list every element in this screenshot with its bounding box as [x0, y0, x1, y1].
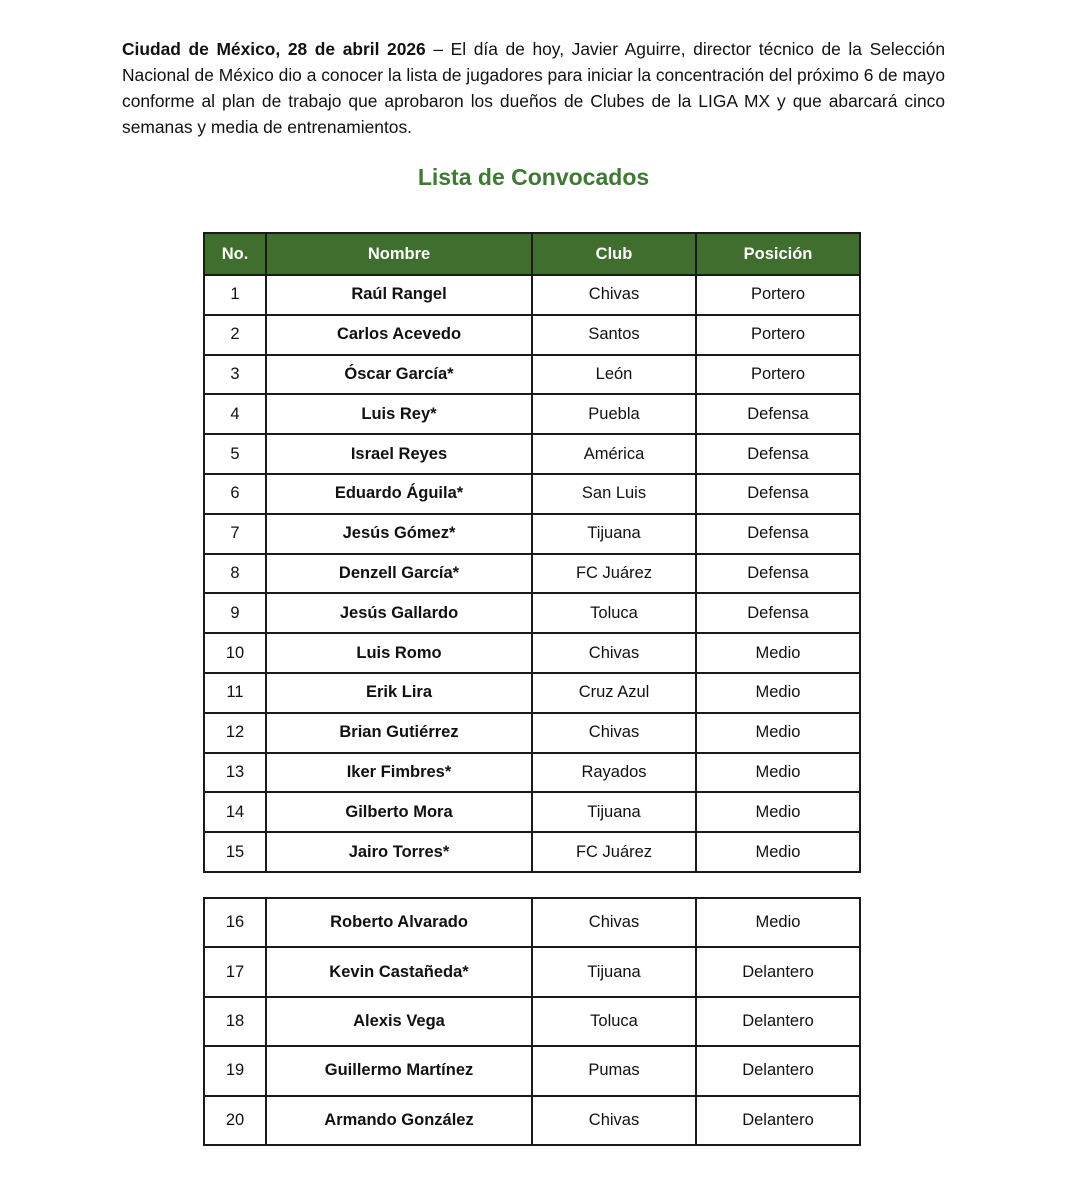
cell-no: 19: [204, 1046, 266, 1095]
header-position: Posición: [696, 233, 860, 275]
cell-club: San Luis: [532, 474, 696, 514]
cell-position: Medio: [696, 753, 860, 793]
table-row: [204, 434, 860, 474]
cell-position: Portero: [696, 275, 860, 315]
intro-dateline: Ciudad de México, 28 de abril 2026: [122, 39, 426, 59]
cell-name: Jairo Torres*: [266, 832, 532, 872]
cell-no: 6: [204, 474, 266, 514]
cell-club: Toluca: [532, 997, 696, 1046]
roster-table-part-2: [203, 897, 861, 1146]
cell-position: Defensa: [696, 394, 860, 434]
cell-club: Toluca: [532, 593, 696, 633]
cell-name: Kevin Castañeda*: [266, 947, 532, 996]
cell-no: 4: [204, 394, 266, 434]
header-name: Nombre: [266, 233, 532, 275]
table-row: [204, 554, 860, 594]
cell-no: 13: [204, 753, 266, 793]
table-row: [204, 1046, 860, 1095]
table-row: [204, 1096, 860, 1145]
cell-no: 10: [204, 633, 266, 673]
cell-position: Defensa: [696, 514, 860, 554]
cell-club: Pumas: [532, 1046, 696, 1095]
cell-position: Defensa: [696, 593, 860, 633]
cell-name: Jesús Gómez*: [266, 514, 532, 554]
cell-club: Tijuana: [532, 514, 696, 554]
cell-position: Medio: [696, 898, 860, 947]
cell-name: Luis Rey*: [266, 394, 532, 434]
roster-table-part-1: [203, 232, 861, 873]
cell-no: 1: [204, 275, 266, 315]
header-no: No.: [204, 233, 266, 275]
cell-club: Rayados: [532, 753, 696, 793]
cell-club: Tijuana: [532, 792, 696, 832]
cell-no: 20: [204, 1096, 266, 1145]
cell-club: Santos: [532, 315, 696, 355]
cell-position: Delantero: [696, 947, 860, 996]
intro-paragraph: [122, 36, 945, 140]
cell-no: 5: [204, 434, 266, 474]
table-row: [204, 593, 860, 633]
cell-no: 15: [204, 832, 266, 872]
header-club: Club: [532, 233, 696, 275]
cell-club: Chivas: [532, 275, 696, 315]
cell-position: Delantero: [696, 997, 860, 1046]
cell-position: Medio: [696, 633, 860, 673]
cell-club: Cruz Azul: [532, 673, 696, 713]
cell-position: Defensa: [696, 554, 860, 594]
cell-club: América: [532, 434, 696, 474]
cell-name: Carlos Acevedo: [266, 315, 532, 355]
cell-position: Portero: [696, 315, 860, 355]
table-row: [204, 275, 860, 315]
table-row: [204, 753, 860, 793]
cell-club: León: [532, 355, 696, 395]
table-row: [204, 474, 860, 514]
cell-name: Iker Fimbres*: [266, 753, 532, 793]
intro-body: – El día de hoy, Javier Aguirre, director técnico de la Selección Nacional de México dio a conocer la lista de jugadores para iniciar la concentración del próximo 6 de mayo conforme al plan de trabajo que aprobaron los dueños de Clubes de la LIGA MX y que abarcará cinco semanas y media de entrenamientos.: [122, 39, 945, 137]
table-row: [204, 394, 860, 434]
cell-name: Erik Lira: [266, 673, 532, 713]
table-row: [204, 713, 860, 753]
cell-club: Chivas: [532, 633, 696, 673]
cell-position: Portero: [696, 355, 860, 395]
table-row: [204, 355, 860, 395]
cell-name: Alexis Vega: [266, 997, 532, 1046]
cell-name: Guillermo Martínez: [266, 1046, 532, 1095]
cell-no: 7: [204, 514, 266, 554]
cell-no: 2: [204, 315, 266, 355]
cell-position: Delantero: [696, 1096, 860, 1145]
cell-name: Roberto Alvarado: [266, 898, 532, 947]
cell-name: Denzell García*: [266, 554, 532, 594]
cell-no: 17: [204, 947, 266, 996]
cell-position: Medio: [696, 832, 860, 872]
cell-no: 9: [204, 593, 266, 633]
cell-no: 11: [204, 673, 266, 713]
cell-club: FC Juárez: [532, 832, 696, 872]
cell-no: 3: [204, 355, 266, 395]
cell-no: 12: [204, 713, 266, 753]
cell-name: Israel Reyes: [266, 434, 532, 474]
cell-name: Jesús Gallardo: [266, 593, 532, 633]
table-row: [204, 792, 860, 832]
table-row: [204, 898, 860, 947]
cell-club: Puebla: [532, 394, 696, 434]
cell-position: Medio: [696, 792, 860, 832]
table-row: [204, 832, 860, 872]
cell-name: Raúl Rangel: [266, 275, 532, 315]
cell-name: Brian Gutiérrez: [266, 713, 532, 753]
cell-no: 16: [204, 898, 266, 947]
cell-name: Eduardo Águila*: [266, 474, 532, 514]
table-row: [204, 673, 860, 713]
cell-club: Chivas: [532, 898, 696, 947]
cell-position: Defensa: [696, 474, 860, 514]
cell-position: Delantero: [696, 1046, 860, 1095]
cell-club: Chivas: [532, 713, 696, 753]
table-row: [204, 514, 860, 554]
cell-club: Tijuana: [532, 947, 696, 996]
cell-position: Defensa: [696, 434, 860, 474]
cell-position: Medio: [696, 673, 860, 713]
cell-name: Gilberto Mora: [266, 792, 532, 832]
cell-club: FC Juárez: [532, 554, 696, 594]
cell-no: 14: [204, 792, 266, 832]
table-row: [204, 633, 860, 673]
table-row: [204, 315, 860, 355]
cell-no: 18: [204, 997, 266, 1046]
cell-club: Chivas: [532, 1096, 696, 1145]
cell-position: Medio: [696, 713, 860, 753]
cell-name: Armando González: [266, 1096, 532, 1145]
cell-no: 8: [204, 554, 266, 594]
cell-name: Luis Romo: [266, 633, 532, 673]
list-title: Lista de Convocados: [417, 164, 650, 190]
table-row: [204, 997, 860, 1046]
cell-name: Óscar García*: [266, 355, 532, 395]
table-row: [204, 947, 860, 996]
table-header-row: [204, 233, 860, 275]
